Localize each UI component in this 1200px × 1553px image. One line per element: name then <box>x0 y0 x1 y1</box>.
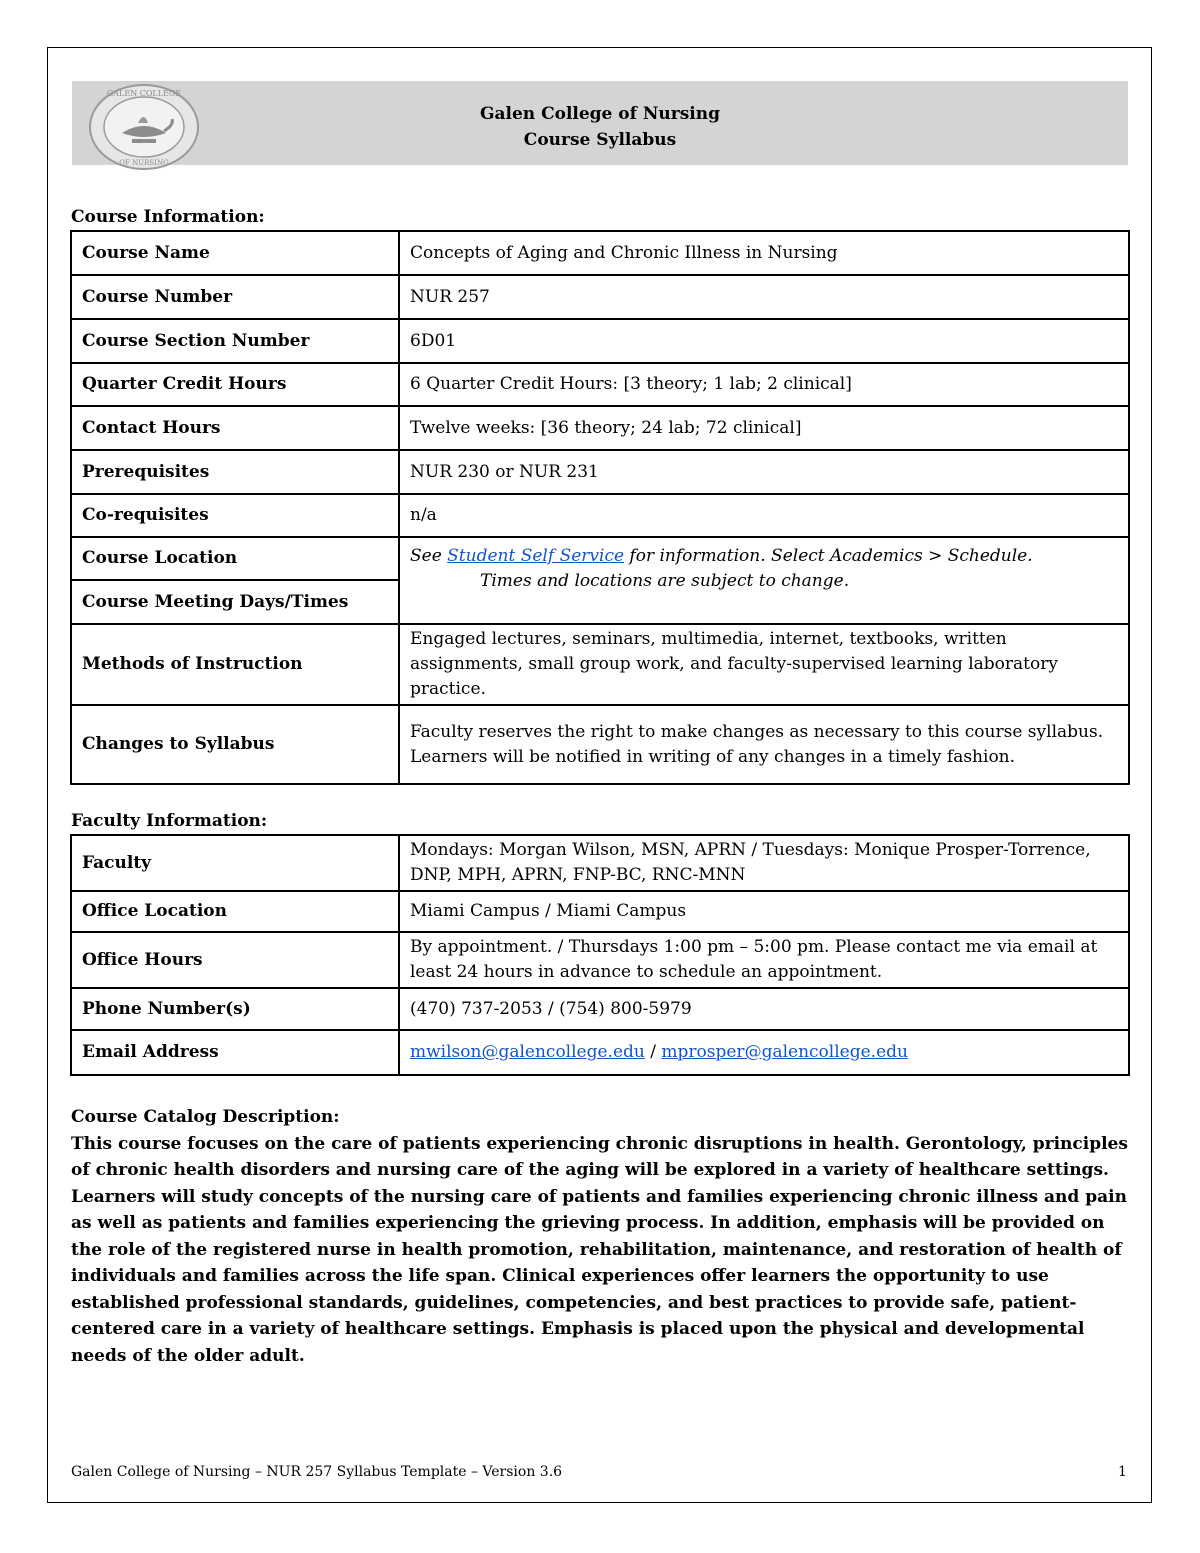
table-row <box>71 406 1129 450</box>
email-link-wilson[interactable]: mwilson@galencollege.edu <box>410 1042 645 1062</box>
course-info-table <box>70 230 1130 785</box>
row-label: Course Number <box>71 275 399 319</box>
table-row <box>71 319 1129 363</box>
table-row <box>71 537 1129 580</box>
svg-text:GALEN COLLEGE: GALEN COLLEGE <box>106 89 182 98</box>
table-row <box>71 363 1129 406</box>
row-label: Methods of Instruction <box>71 624 399 705</box>
page-number: 1 <box>1118 1464 1127 1480</box>
catalog-description <box>71 1104 1131 1369</box>
table-row <box>71 891 1129 932</box>
doc-title: Course Syllabus <box>523 130 677 150</box>
row-value: 6D01 <box>399 319 1129 363</box>
row-label: Course Meeting Days/Times <box>71 580 399 624</box>
row-value: Miami Campus / Miami Campus <box>399 891 1129 932</box>
table-row <box>71 932 1129 988</box>
faculty-info-table <box>70 834 1130 1076</box>
table-row <box>71 231 1129 275</box>
row-label: Office Location <box>71 891 399 932</box>
svg-text:OF NURSING: OF NURSING <box>119 159 169 167</box>
row-value: NUR 257 <box>399 275 1129 319</box>
table-row <box>71 1030 1129 1075</box>
row-label: Quarter Credit Hours <box>71 363 399 406</box>
email-separator: / <box>644 1042 662 1062</box>
row-value: 6 Quarter Credit Hours: [3 theory; 1 lab; 2 clinical] <box>399 363 1129 406</box>
row-label: Changes to Syllabus <box>71 705 399 784</box>
row-label: Co-requisites <box>71 494 399 537</box>
catalog-text: This course focuses on the care of patients experiencing chronic disruptions in health. Gerontology, principles of chronic health disorders and nursing care of the aging will be explored in a variety of healthcare settings. Learners will study concepts of the nursing care of patients and families experiencing chronic illness and pain as well as patients and families experiencing the grieving process. In addition, emphasis will be provided on the role of the registered nurse in health promotion, rehabilitation, maintenance, and restoration of health of individuals and families across the life span. Clinical experiences offer learners the opportunity to use established professional standards, guidelines, competencies, and best practices to provide safe, patient-centered care in a variety of healthcare settings. Emphasis is placed upon the physical and developmental needs of the older adult. <box>71 1133 1128 1366</box>
course-info-heading: Course Information: <box>71 207 265 227</box>
row-value: Twelve weeks: [36 theory; 24 lab; 72 clinical] <box>399 406 1129 450</box>
row-value: Concepts of Aging and Chronic Illness in Nursing <box>399 231 1129 275</box>
table-row <box>71 835 1129 891</box>
table-row <box>71 275 1129 319</box>
table-row <box>71 494 1129 537</box>
location-note-line2: Times and locations are subject to change. <box>480 571 850 591</box>
table-row <box>71 705 1129 784</box>
table-row <box>71 624 1129 705</box>
row-value: Faculty reserves the right to make changes as necessary to this course syllabus. Learners will be notified in writing of any changes in a timely fashion. <box>399 705 1129 784</box>
student-self-service-link[interactable]: Student Self Service <box>447 546 625 566</box>
row-label: Faculty <box>71 835 399 891</box>
catalog-heading: Course Catalog Description: <box>71 1107 340 1127</box>
row-value: Engaged lectures, seminars, multimedia, internet, textbooks, written assignments, small group work, and faculty-supervised learning laboratory practice. <box>399 624 1129 705</box>
table-row <box>71 988 1129 1030</box>
row-label: Prerequisites <box>71 450 399 494</box>
email-link-prosper[interactable]: mprosper@galencollege.edu <box>661 1042 908 1062</box>
location-note: See Student Self Service for information. Select Academics > Schedule. Times and locations are subject to change. <box>399 537 1129 624</box>
row-label: Course Name <box>71 231 399 275</box>
row-label: Course Location <box>71 537 399 580</box>
row-label: Phone Number(s) <box>71 988 399 1030</box>
row-label: Course Section Number <box>71 319 399 363</box>
email-value <box>399 1030 1129 1075</box>
row-value: NUR 230 or NUR 231 <box>399 450 1129 494</box>
row-label: Office Hours <box>71 932 399 988</box>
row-value: Mondays: Morgan Wilson, MSN, APRN / Tuesdays: Monique Prosper-Torrence, DNP, MPH, APRN, FNP-BC, RNC-MNN <box>399 835 1129 891</box>
row-value: (470) 737-2053 / (754) 800-5979 <box>399 988 1129 1030</box>
row-value: n/a <box>399 494 1129 537</box>
college-name: Galen College of Nursing <box>479 104 720 124</box>
row-label: Email Address <box>71 1030 399 1075</box>
faculty-info-heading: Faculty Information: <box>71 811 268 831</box>
header-title <box>72 101 1128 153</box>
row-value: By appointment. / Thursdays 1:00 pm – 5:00 pm. Please contact me via email at least 24 hours in advance to schedule an appointment. <box>399 932 1129 988</box>
table-row <box>71 450 1129 494</box>
footer-text: Galen College of Nursing – NUR 257 Syllabus Template – Version 3.6 <box>71 1464 563 1480</box>
row-label: Contact Hours <box>71 406 399 450</box>
